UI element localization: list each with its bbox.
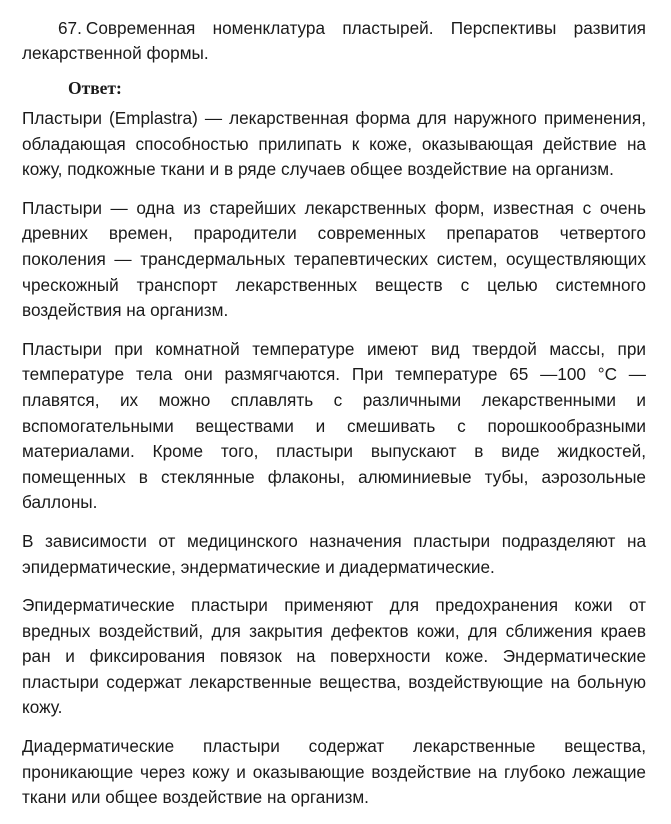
paragraph-history: Пластыри — одна из старейших лекарственных форм, известная с очень древних времен, прародители современных препаратов четвертого поколения — трансдермальных терапевтических систем, осуществляющих чрескожный транспорт лекарственных веществ с целью системного воздействия на организм.	[22, 197, 646, 321]
paragraph-properties: Пластыри при комнатной температуре имеют вид твердой массы, при температуре тела они размягчаются. При температуре 65 —100 °С — плавятся, их можно сплавлять с различными лекарственными и вспомогательными веществами и смешивать с порошкообразными материалами. Кроме того, пластыри выпускают в виде жидкостей, помещенных в стеклянные флаконы, алюминиевые тубы, аэрозольные баллоны.	[22, 338, 646, 513]
paragraph-definition: Пластыри (Emplastra) — лекарственная форма для наружного применения, обладающая способностью прилипать к коже, оказывающая действие на кожу, подкожные ткани и в ряде случаев общее воздействие на организм.	[22, 108, 646, 180]
paragraph-classification: В зависимости от медицинского назначения пластыри подразделяют на эпидерматические, эндерматические и диадерматические.	[22, 530, 646, 577]
question-text: Современная номенклатура пластырей. Перспективы развития лекарственной формы.	[22, 18, 646, 63]
question-number: 67.	[58, 18, 82, 38]
answer-label: Ответ:	[68, 78, 122, 98]
document-page	[22, 16, 646, 824]
paragraph-diadermatic: Диадерматические пластыри содержат лекарственные вещества, проникающие через кожу и оказывающие воздействие на глубоко лежащие ткани или общее воздействие на организм.	[22, 736, 646, 808]
question-heading	[22, 16, 646, 66]
paragraph-epidermatic: Эпидерматические пластыри применяют для предохранения кожи от вредных воздействий, для закрытия дефектов кожи, для сближения краев ран и фиксирования повязок на поверхности коже. Эндерматические пластыри содержат лекарственные вещества, воздействующие на больную кожу.	[22, 595, 646, 718]
